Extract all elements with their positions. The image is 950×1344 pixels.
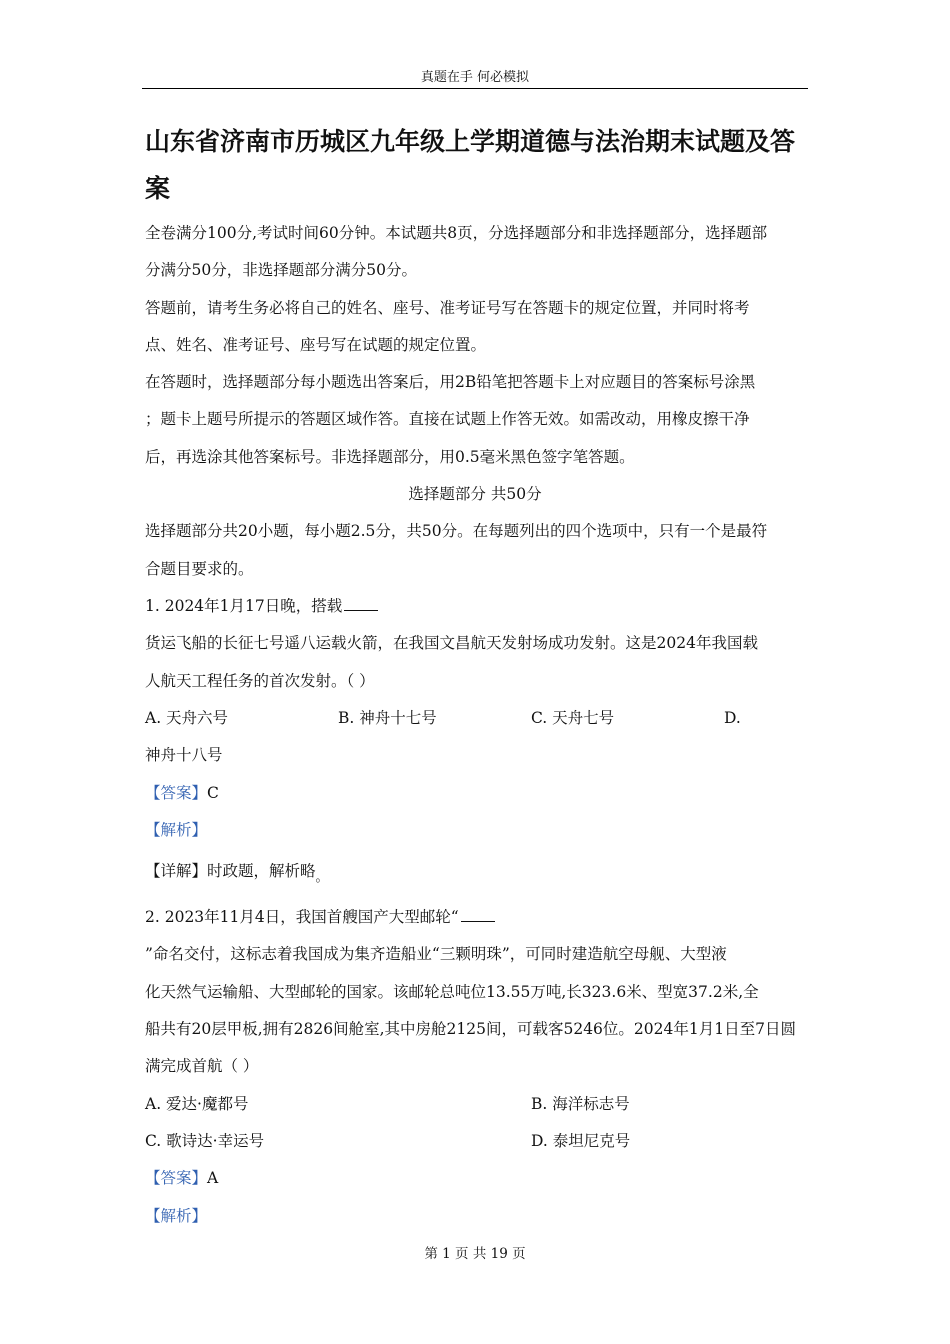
intro-line-5: 在答题时，选择题部分每小题选出答案后，用2B铅笔把答题卡上对应题目的答案标号涂黑 xyxy=(145,373,756,391)
q2-option-c: C. 歌诗达·幸运号 xyxy=(145,1132,265,1150)
document-title: 山东省济南市历城区九年级上学期道德与法治期末试题及答案 xyxy=(145,127,796,203)
q2-stem-line-2: ”命名交付，这标志着我国成为集齐造船业“三颗明珠”，可同时建造航空母舰、大型液 xyxy=(145,945,727,963)
q1-answer xyxy=(145,782,219,804)
q1-answer-value: C xyxy=(207,784,219,802)
q1-option-d-letter: D. xyxy=(724,709,741,727)
q1-option-a: A. 天舟六号 xyxy=(145,709,229,727)
q1-stem-line-3: 人航天工程任务的首次发射。（ ） xyxy=(145,672,375,690)
q2-stem-line-3: 化天然气运输船、大型邮轮的国家。该邮轮总吨位13.55万吨,长323.6米、型宽37.2米,全 xyxy=(145,983,759,1001)
q2-stem-text: 2. 2023年11月4日，我国首艘国产大型邮轮“ xyxy=(145,908,459,926)
intro-line-6: ；题卡上题号所提示的答题区域作答。直接在试题上作答无效。如需改动，用橡皮擦干净 xyxy=(145,410,750,428)
intro-line-4: 点、姓名、准考证号、座号写在试题的规定位置。 xyxy=(145,336,487,354)
q2-option-a: A. 爱达·魔都号 xyxy=(145,1095,249,1113)
section-heading: 选择题部分 共50分 xyxy=(408,485,542,503)
q2-answer-value: A xyxy=(207,1169,219,1187)
q1-analysis-tag: 【解析】 xyxy=(145,821,208,839)
intro-line-2: 分满分50分，非选择题部分满分50分。 xyxy=(145,261,417,279)
q1-blank xyxy=(344,595,378,611)
q2-stem-line-4: 船共有20层甲板,拥有2826间舱室,其中房舱2125间，可载客5246位。2024年1月1日至7日圆 xyxy=(145,1020,796,1038)
q2-stem-line-1 xyxy=(145,906,495,928)
section-desc-line-1: 选择题部分共20小题，每小题2.5分，共50分。在每题列出的四个选项中，只有一个是最符 xyxy=(145,522,768,540)
intro-line-1: 全卷满分100分,考试时间60分钟。本试题共8页，分选择题部分和非选择题部分，选择题部 xyxy=(145,224,768,242)
page-footer: 第 1 页 共 19 页 xyxy=(424,1246,526,1262)
q1-detail-period: 。 xyxy=(315,870,329,885)
intro-line-3: 答题前，请考生务必将自己的姓名、座号、准考证号写在答题卡的规定位置，并同时将考 xyxy=(145,299,750,317)
q2-option-b: B. 海洋标志号 xyxy=(531,1095,630,1113)
header-divider xyxy=(142,88,808,89)
q2-blank xyxy=(461,906,495,922)
q2-answer-tag: 【答案】 xyxy=(145,1169,208,1187)
q2-analysis-tag: 【解析】 xyxy=(145,1207,208,1225)
q1-stem-text: 1. 2024年1月17日晚，搭载 xyxy=(145,597,343,615)
q1-option-c: C. 天舟七号 xyxy=(531,709,615,727)
page-header: 真题在手 何必模拟 xyxy=(420,70,530,85)
intro-line-7: 后，再选涂其他答案标号。非选择题部分，用0.5毫米黑色签字笔答题。 xyxy=(145,448,635,466)
q1-stem-line-1 xyxy=(145,595,378,617)
q1-detail xyxy=(145,860,329,884)
q2-answer xyxy=(145,1167,218,1189)
section-desc-line-2: 合题目要求的。 xyxy=(145,560,254,578)
q1-stem-line-2: 货运飞船的长征七号遥八运载火箭，在我国文昌航天发射场成功发射。这是2024年我国载 xyxy=(145,634,758,652)
q1-detail-text: 【详解】时政题，解析略 xyxy=(145,862,316,880)
q1-option-d-text: 神舟十八号 xyxy=(145,746,223,764)
q2-option-d: D. 泰坦尼克号 xyxy=(531,1132,631,1150)
q2-stem-line-5: 满完成首航（ ） xyxy=(145,1057,259,1075)
q1-answer-tag: 【答案】 xyxy=(145,784,208,802)
q1-option-b: B. 神舟十七号 xyxy=(338,709,437,727)
